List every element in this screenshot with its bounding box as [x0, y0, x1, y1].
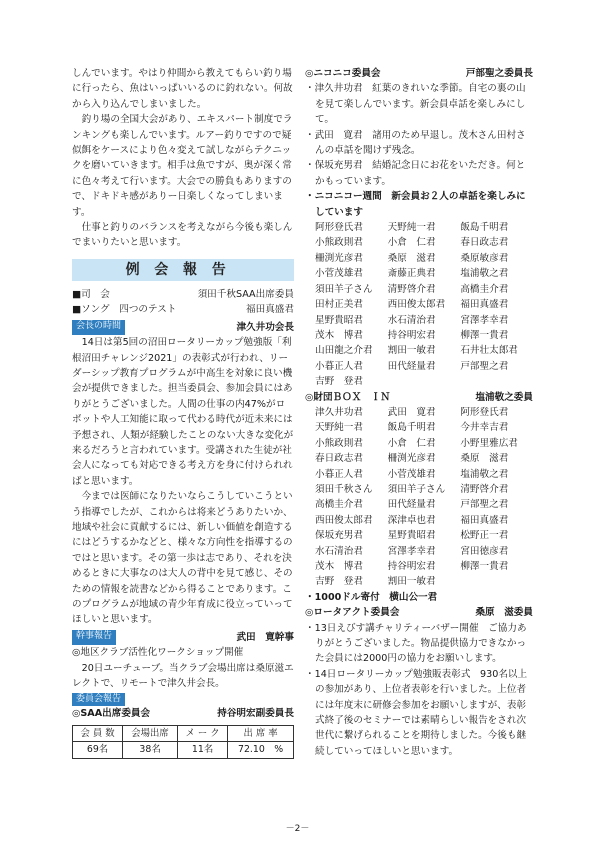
- meeting-value: 須田千秋SAA出席委員: [197, 288, 294, 300]
- member-name: 桑原 滋君: [387, 252, 436, 264]
- member-name: 小倉 仁君: [387, 237, 436, 249]
- foundation-heading: [305, 390, 533, 405]
- president-name: 津久井功会長: [236, 321, 294, 333]
- member-name: 阿形登氏君: [460, 406, 509, 418]
- table-header: 出 席 率: [228, 725, 294, 741]
- president-paragraph: 今までは医師になりたいならこうしていこうという指導でしたが、これからは将来どうありたいか、地域や社会に貢献するには、新しい価値を創造するにはどうするかなどと、様々な方向性を指導するのではと思います。その第一歩は志であり、それを決めるときに大事なのは大人の背中を見て感じ、そのための情報を読書などから得ることであります。このプログラムが地域の青少年育成に役立っていってほしいと思います。: [72, 491, 293, 626]
- secretary-header: [72, 630, 294, 645]
- meeting-report-banner: 例会報告: [72, 259, 294, 281]
- member-name: 宮澤孝幸君: [460, 314, 509, 326]
- member-name: [460, 374, 533, 389]
- member-name: 宮澤孝幸君: [387, 545, 436, 557]
- member-name: 田代経量君: [387, 499, 436, 511]
- table-cell: 72.10 %: [228, 742, 294, 758]
- left-column: [72, 66, 294, 759]
- member-name: 割田一敏君: [387, 345, 436, 357]
- member-name: 深津卓也君: [387, 514, 436, 526]
- member-name: 飯島千明君: [460, 222, 509, 234]
- nico-heading: [305, 66, 533, 81]
- rotaract-bullet: ・14日ロータリーカップ勉強販表彰式 930名以上の参加があり、上位者表彰を行いました。上位者には年度末に研修会参加をお願いしますが、表彰式終了後のセミナーでは素晴らしい報告をされ次世代に繋げられることを期待しました。今後も継続していってほしいと思います。: [305, 668, 528, 757]
- member-name: 山田龍之介君: [315, 345, 373, 357]
- member-name: 茂木 博君: [315, 561, 363, 572]
- member-name: 水石清治君: [315, 545, 363, 557]
- member-name: 柵渕光彦君: [315, 252, 363, 264]
- committee-tag: 委員会報告: [72, 693, 125, 706]
- intro-paragraph: 仕事と釣りのバランスを考えながら今後も楽しんでまいりたいと思います。: [72, 222, 293, 249]
- foundation-name: 塩浦敬之委員: [475, 391, 533, 403]
- secretary-tag: 幹事報告: [72, 630, 116, 645]
- member-name: 小野里雅広君: [460, 437, 518, 449]
- member-name: 福田真盛君: [460, 299, 509, 311]
- member-name: 春日政志君: [315, 453, 363, 465]
- member-name: [388, 374, 461, 389]
- rotaract-heading: [305, 605, 533, 620]
- member-name: 西田俊太郎君: [387, 299, 446, 311]
- rotaract-bullet: ・13日えびす講チャリティーバザー開催 ご協力ありがとうございました。物品提供協力できなかった会員には2000円の協力をお願いします。: [305, 622, 527, 665]
- nico-title: ◎ニコニコ委員会: [305, 68, 381, 79]
- nico-bullet: ・津久井功君 紅葉のきれいな季節。自宅の裏の山を見て楽しんでいます。新会員卓話を楽しみにして。: [305, 83, 526, 126]
- nico-bullet: ・保坂充男君 結婚記念日にお花をいただき。何とかもっています。: [305, 160, 526, 187]
- member-name: 阿形登氏君: [315, 222, 363, 234]
- saa-title: ◎SAA出席委員会: [72, 708, 151, 720]
- member-name: [460, 574, 533, 589]
- saa-heading: [72, 706, 294, 721]
- member-name: 持谷明宏君: [387, 561, 436, 572]
- secretary-item: 20日ユーチューブ。当クラブ会場出席は桑原滋エレクトで、リモートで津久井会長。: [72, 662, 294, 690]
- table-header: 会 員 数: [73, 725, 123, 741]
- page-number: －2－: [285, 824, 310, 834]
- member-name: 松野正一君: [460, 530, 509, 542]
- member-name: 福田真盛君: [460, 514, 509, 526]
- right-column: [305, 66, 533, 759]
- member-name: 清野啓介君: [460, 483, 509, 495]
- secretary-name: 武田 寛幹事: [236, 631, 294, 643]
- member-name: 小熊政則君: [315, 237, 363, 249]
- member-name: 柳澤一貴君: [460, 329, 509, 341]
- member-name: 星野貴昭君: [387, 530, 436, 542]
- member-name: 石井壮太郎君: [460, 345, 518, 357]
- table-cell: 11名: [178, 742, 228, 758]
- member-name: 田代経量君: [387, 360, 436, 372]
- member-name: 桑原敏彦君: [460, 252, 509, 264]
- member-name: 水石清治君: [387, 314, 436, 326]
- member-name: 保坂充男君: [315, 530, 363, 542]
- member-name: 割田一敏君: [387, 576, 436, 588]
- member-name: 清野啓介君: [387, 283, 436, 295]
- meeting-value: 福田真盛君: [246, 304, 294, 316]
- member-name: 西田俊太郎君: [315, 514, 373, 526]
- secretary-item: ◎地区クラブ活性化ワークショップ開催: [72, 647, 244, 659]
- member-name: 高橋圭介君: [315, 499, 363, 511]
- member-name: 塩浦敬之君: [460, 268, 509, 280]
- rotaract-title: ◎ロータアクト委員会: [305, 607, 400, 619]
- member-name: 天野純一君: [387, 222, 436, 234]
- intro-paragraph: しんでいます。やはり仲間から教えてもらい釣り場に行ったら、魚はいっぱいいるのに釣れない。何故から入り込んでしまいました。: [72, 68, 293, 110]
- member-name: 小倉 仁君: [387, 437, 436, 449]
- member-name: 須田羊子さん: [315, 283, 373, 295]
- member-name: 戸部聖之君: [460, 360, 509, 372]
- nico-bullet: ・武田 寛君 諸用のため早退し。茂木さん田村さんの卓話を聞けず残念。: [305, 129, 526, 157]
- member-name: 高橋圭介君: [460, 283, 509, 295]
- member-name: 戸部聖之君: [460, 499, 509, 511]
- member-name: 斎藤正典君: [387, 268, 436, 280]
- president-header: [72, 320, 294, 335]
- foundation-name-list: [305, 405, 533, 590]
- member-name: 小暮正人君: [315, 360, 363, 372]
- nico-name-list: [305, 220, 533, 389]
- table-cell: 69名: [73, 742, 123, 758]
- member-name: 須田羊子さん: [387, 483, 446, 495]
- table-header: メ ー ク: [178, 725, 228, 741]
- meeting-item: [72, 302, 294, 317]
- member-name: 春日政志君: [460, 237, 509, 249]
- attendance-table: [72, 725, 294, 759]
- meeting-label: ■ソング 四つのテスト: [72, 304, 177, 316]
- table-cell: 38名: [123, 742, 178, 758]
- meeting-label: ■司 会: [72, 288, 110, 300]
- table-header: 会場出席: [123, 725, 178, 741]
- nico-name: 戸部聖之委員長: [465, 68, 533, 79]
- member-name: 飯島千明君: [387, 422, 436, 434]
- member-name: 田村正美君: [315, 299, 363, 311]
- member-name: 小菅茂雄君: [315, 268, 363, 280]
- dollar-donation: ・1000ドル寄付 横山公一君: [305, 591, 438, 603]
- member-name: 小菅茂雄君: [387, 468, 436, 480]
- intro-paragraph: 釣り場の全国大会があり、エキスパート制度でランキングも楽しんでいます。ルアー釣りですので疑似餌をケースにより色々変えて試しながらテクニックを磨いていきます。相手は魚ですが、奥が深く常に色々考えて行います。大会での勝負もありますので、ドキドキ感がありー日楽しくなってしまいます。: [72, 114, 293, 218]
- member-name: 津久井功君: [315, 406, 363, 418]
- member-name: 柳澤一貴君: [460, 561, 509, 572]
- meeting-item: [72, 287, 294, 302]
- nico-week-heading: ・ニコニコー週間 新会員お２人の卓話を楽しみにしています: [305, 191, 526, 218]
- member-name: 吉野 登君: [315, 576, 363, 588]
- member-name: 持谷明宏君: [387, 329, 436, 341]
- member-name: 柵渕光彦君: [387, 453, 436, 465]
- member-name: 小暮正人君: [315, 468, 363, 480]
- member-name: 天野純一君: [315, 422, 363, 434]
- member-name: 吉野 登君: [315, 376, 363, 388]
- member-name: 今井幸吉君: [460, 422, 509, 434]
- president-paragraph: 14日は第5回の沼田ロータリーカップ勉強版「利根沼田チャレンジ2021」の表彰式が行われ、リーダーシップ教育プログラムが中高生を対象に良い機会が提供できました。担当委員会、参加会員にはありがとうございました。人間の仕事の内47%がロボットや人工知能に取って代わる時代が近未来には予想され、人類が経験したことのない大きな変化が来るだろうと言われています。受講された生徒が社会人になっても対応できる考え方を身に付けられればと思います。: [72, 337, 294, 487]
- member-name: 武田 寛君: [387, 406, 436, 418]
- president-tag: 会長の時間: [72, 320, 125, 335]
- member-name: 宮田徳彦君: [460, 545, 509, 557]
- member-name: 須田千秋さん: [315, 483, 373, 495]
- committee-header: [72, 693, 294, 706]
- foundation-title: ◎財団ＢＯＸ ＩＮ: [305, 391, 391, 403]
- member-name: 小熊政則君: [315, 437, 363, 449]
- member-name: 茂木 博君: [315, 329, 363, 341]
- member-name: 塩浦敬之君: [460, 468, 509, 480]
- member-name: 星野貴昭君: [315, 314, 363, 326]
- rotaract-name: 桑原 滋委員: [475, 607, 533, 619]
- member-name: 桑原 滋君: [460, 453, 509, 465]
- saa-name: 持谷明宏副委員長: [217, 708, 294, 720]
